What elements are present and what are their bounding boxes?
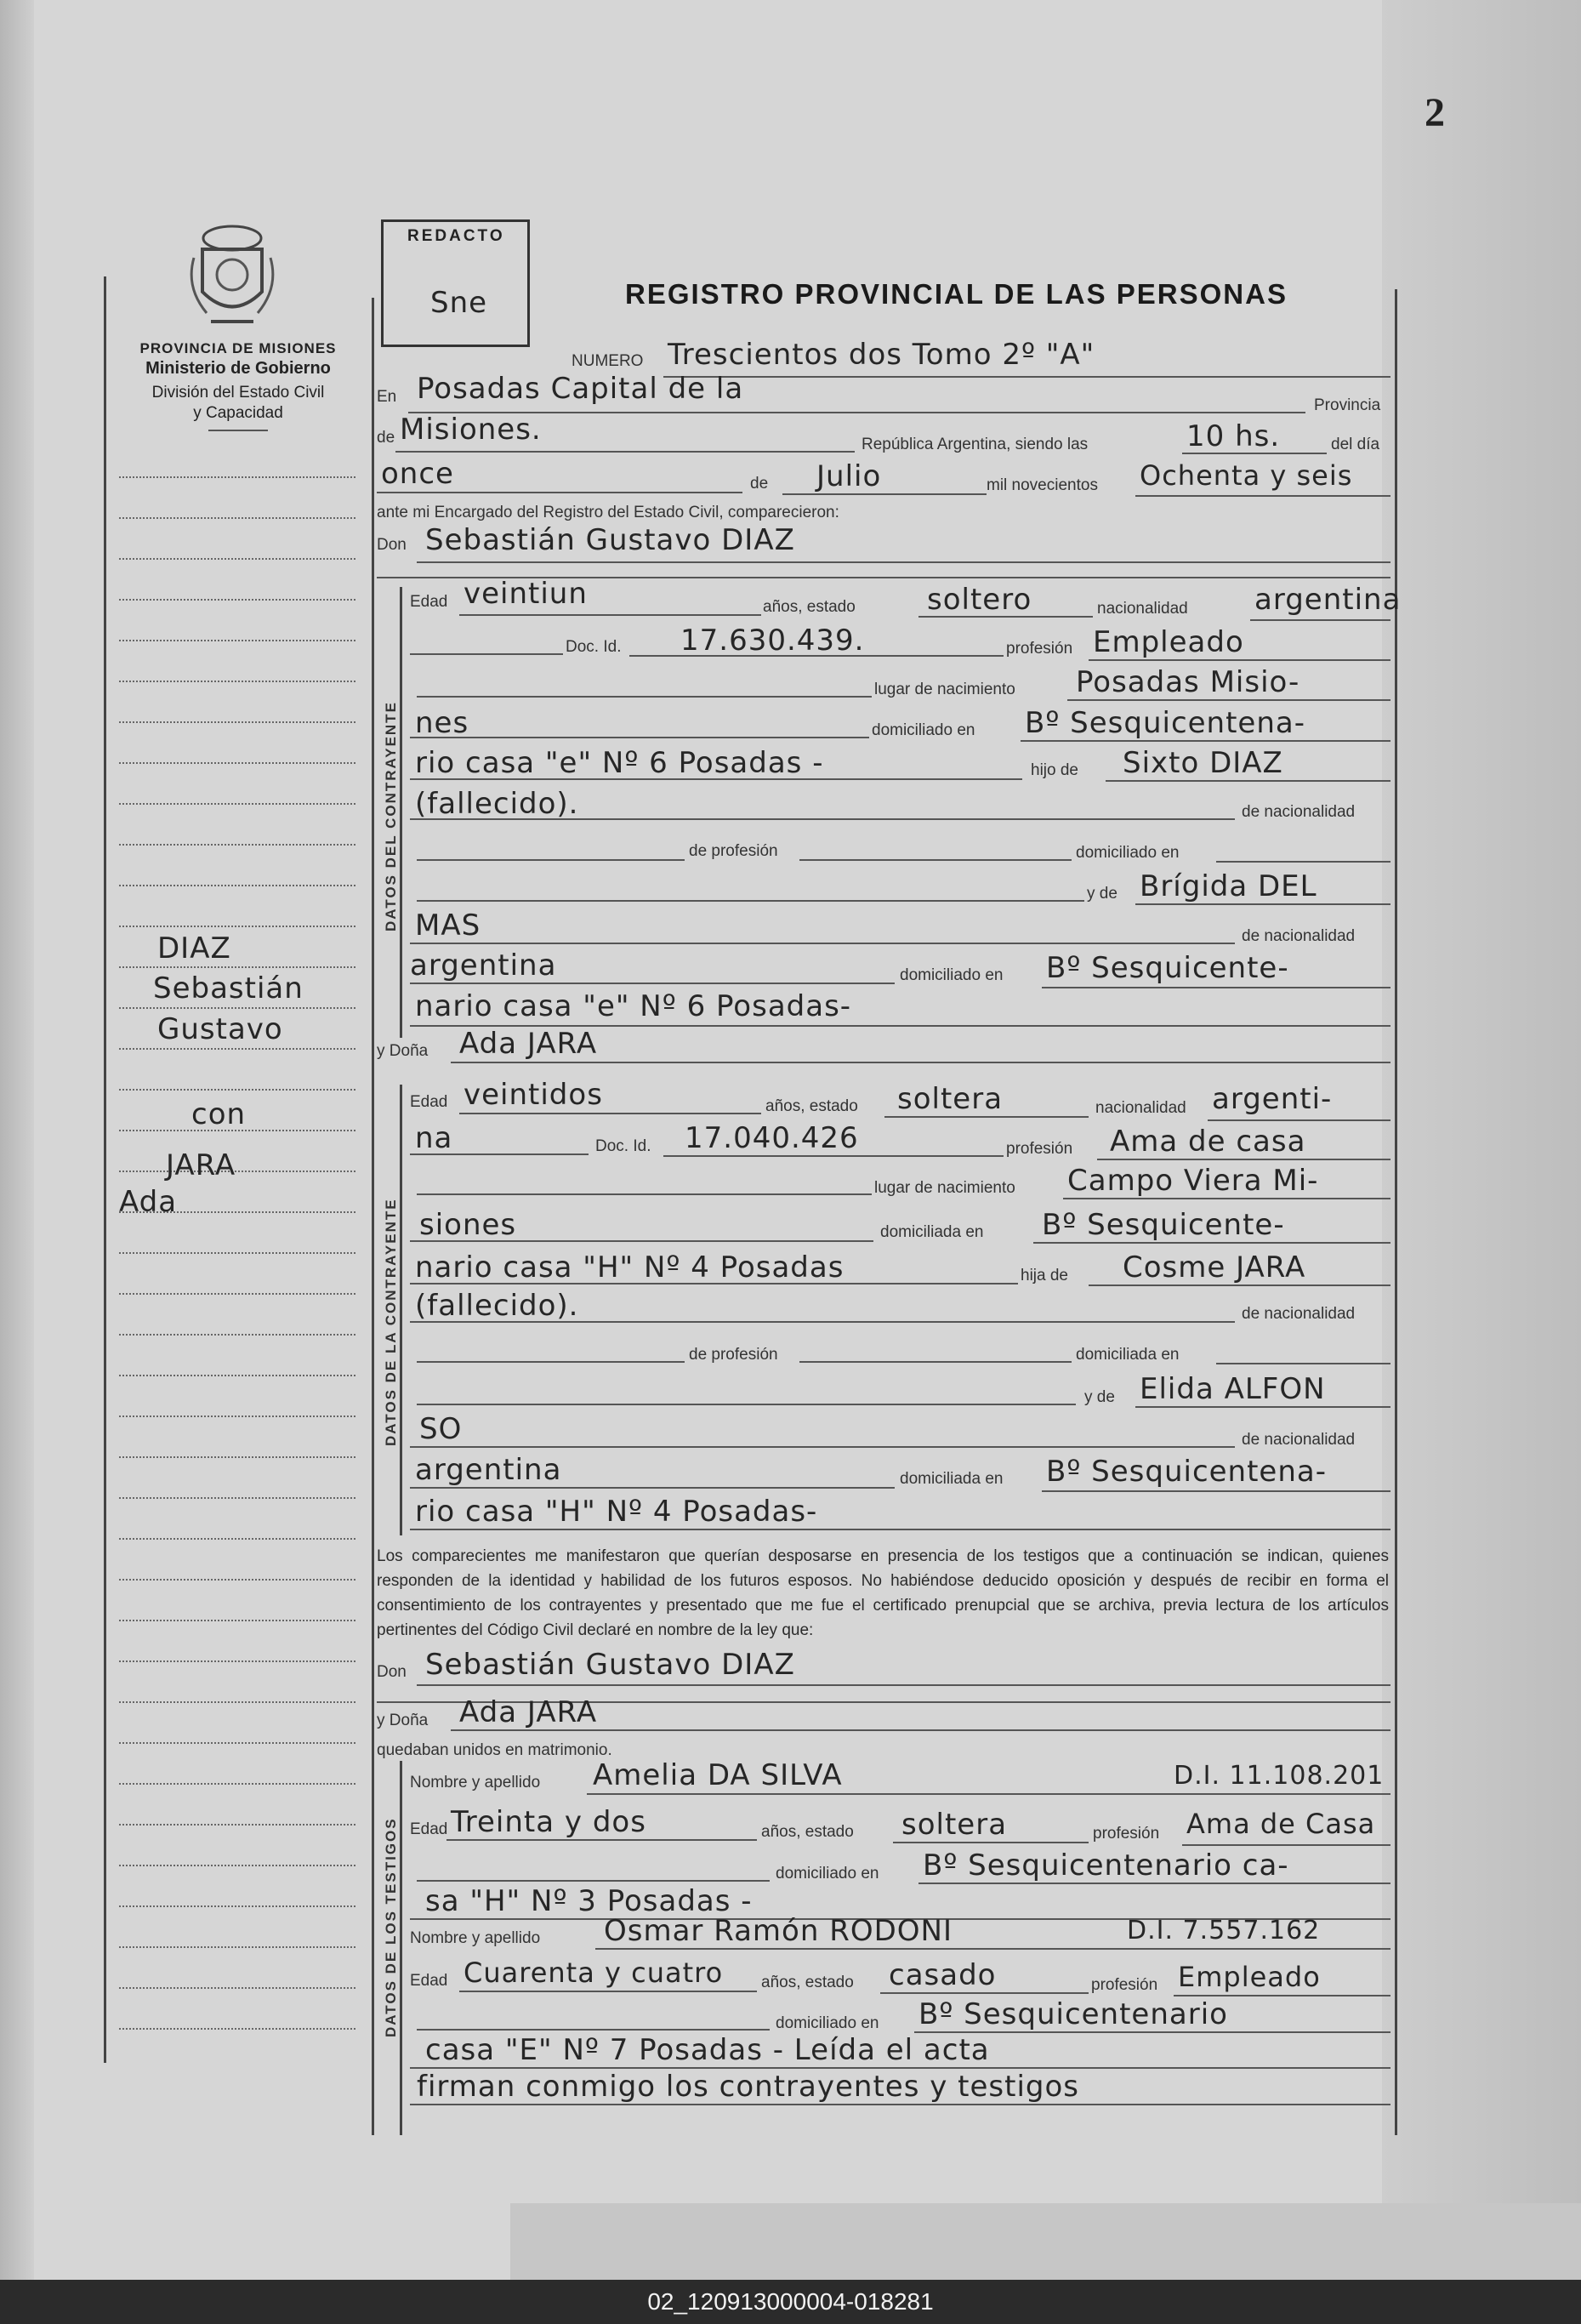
madre-nac-value: argentina — [410, 948, 557, 983]
rule — [1216, 861, 1390, 863]
redacto-initials: Sne — [430, 286, 488, 320]
doc-value: 17.630.439. — [680, 624, 865, 658]
rule — [663, 1155, 1004, 1157]
madre-domicilio-value: Bº Sesquicente- — [1046, 951, 1289, 985]
margin-name-2: Gustavo — [157, 1012, 283, 1046]
margin-rule — [119, 803, 355, 805]
padre-extra: (fallecido). — [415, 1289, 579, 1323]
de-nacionalidad-label: de nacionalidad — [1242, 1305, 1356, 1323]
margin-rule — [119, 926, 355, 927]
page-edge — [1382, 0, 1581, 2280]
edad-label: Edad — [410, 1093, 448, 1111]
t1-anos-label: años, estado — [761, 1823, 854, 1841]
rule — [1182, 1844, 1390, 1846]
declaration-paragraph: Los comparecientes me manifestaron que querían desposarse en presencia de los testigos que a continuación se indican, quienes responden de la identidad y habilidad de los futuros esposos. No habiéndose deducido oposición y después de recibir en forma el consentimiento de los contrayentes y presentado que me fue el certificado prenupcial que se archiva, previa lectura de los artículos pertinentes del Código Civil declaré en nombre de la ley que: — [377, 1547, 1389, 1639]
ministry-label: Ministerio de Gobierno — [145, 359, 331, 378]
margin-rule — [119, 1007, 355, 1009]
rule — [417, 696, 872, 698]
don-value: Sebastián Gustavo DIAZ — [425, 523, 795, 557]
rule — [1067, 699, 1390, 701]
section-bracket — [400, 1085, 402, 1535]
rule — [410, 1487, 895, 1489]
rule — [1021, 740, 1390, 742]
profesion-label: profesión — [1006, 1140, 1073, 1158]
anio-value: Ochenta y seis — [1140, 459, 1353, 492]
book-spine — [0, 0, 34, 2280]
rule — [663, 376, 1390, 378]
rule — [410, 1153, 589, 1155]
frame-right-line — [1395, 289, 1397, 2135]
rule — [1174, 1793, 1390, 1795]
margin-rule — [119, 1905, 355, 1907]
redacto-box — [381, 219, 530, 347]
t1-domicilio-label: domiciliado en — [776, 1865, 879, 1883]
rule — [417, 1684, 1390, 1686]
rule — [595, 1948, 1127, 1950]
issuer-block — [102, 340, 374, 431]
y-de-label: y de — [1087, 885, 1118, 903]
nacionalidad-value: argenti- — [1212, 1082, 1333, 1116]
rule — [1208, 1119, 1390, 1121]
margin-rule — [119, 1660, 355, 1662]
domiciliada-en-label: domiciliada en — [1076, 1346, 1180, 1364]
t2-nombre-label: Nombre y apellido — [410, 1929, 541, 1947]
closing-line: firman conmigo los contrayentes y testigos — [417, 2070, 1079, 2104]
t2-profesion-label: profesión — [1091, 1976, 1158, 1994]
doc-label: Doc. Id. — [566, 638, 622, 656]
footer-file-id: 02_120913000004-018281 — [0, 2280, 1581, 2324]
domicilio-label: domiciliado en — [872, 721, 975, 739]
doc-value: 17.040.426 — [685, 1121, 859, 1155]
madre-value-2: SO — [419, 1412, 463, 1446]
provincia-value: Misiones. — [400, 413, 542, 447]
margin-rule — [119, 1701, 355, 1703]
rule — [377, 492, 742, 493]
madre-nac-value: argentina — [415, 1453, 562, 1487]
t1-di-value: D.I. 11.108.201 — [1174, 1761, 1385, 1791]
padre-value: Cosme JARA — [1123, 1250, 1306, 1284]
dona-label: y Doña — [377, 1712, 429, 1729]
lugar-nac-label: lugar de nacimiento — [874, 681, 1015, 698]
madre-value: Elida ALFON — [1140, 1372, 1326, 1406]
rule — [1042, 987, 1390, 988]
coat-of-arms-icon — [185, 219, 279, 330]
numero-label: NUMERO — [572, 352, 644, 370]
madre-domicilio-value: Bº Sesquicentena- — [1046, 1455, 1328, 1489]
numero-value: Trescientos dos Tomo 2º "A" — [668, 338, 1095, 372]
t1-profesion-label: profesión — [1093, 1825, 1160, 1843]
margin-rule — [119, 640, 355, 641]
t2-anos-label: años, estado — [761, 1974, 854, 1991]
profesion-value: Empleado — [1093, 625, 1244, 659]
edad-value: veintiun — [463, 577, 588, 611]
y-de-label: y de — [1084, 1388, 1115, 1406]
dona-value: Ada JARA — [459, 1027, 598, 1061]
de-label: de — [377, 429, 395, 447]
rule — [410, 983, 895, 984]
rule — [410, 943, 1235, 944]
margin-rule — [119, 476, 355, 478]
rule — [410, 818, 1235, 820]
rule — [1097, 1159, 1390, 1160]
rule — [410, 1529, 1390, 1530]
madre-domicilio-label: domiciliado en — [900, 966, 1004, 984]
dona-value: Ada JARA — [459, 1695, 598, 1729]
padre-extra: (fallecido). — [415, 787, 579, 821]
domicilio-label: domiciliada en — [880, 1223, 984, 1241]
rule — [417, 1193, 872, 1195]
margin-rule — [119, 599, 355, 601]
margin-rule — [119, 966, 355, 968]
margin-rule — [119, 1252, 355, 1254]
rule — [782, 493, 987, 495]
madre-domicilio-label: domiciliada en — [900, 1470, 1004, 1488]
margin-rule — [119, 681, 355, 682]
nacionalidad-value: argentina — [1254, 583, 1402, 617]
rule — [799, 1361, 1072, 1363]
edad-value: veintidos — [463, 1078, 603, 1112]
rule — [417, 1880, 770, 1882]
edad-label: Edad — [410, 593, 448, 611]
contrayente-section-label: DATOS DEL CONTRAYENTE — [383, 701, 399, 931]
rule — [417, 859, 685, 861]
rule — [451, 1729, 1390, 1731]
rule — [918, 616, 1093, 618]
margin-rule — [119, 721, 355, 723]
ante-label: ante mi Encargado del Registro del Estado Civil, comparecieron: — [377, 504, 839, 521]
madre-nac-label: de nacionalidad — [1242, 927, 1356, 945]
margin-rule — [119, 1089, 355, 1091]
margin-rule — [119, 1987, 355, 1989]
frame-left-line — [372, 298, 374, 2135]
margin-rule — [119, 1415, 355, 1417]
margin-rule — [119, 1334, 355, 1336]
madre-value: Brígida DEL — [1140, 869, 1317, 903]
rule — [1216, 1363, 1390, 1364]
division-label: División del Estado Civil — [151, 384, 325, 402]
rule — [1135, 495, 1390, 497]
rule — [1063, 1198, 1390, 1199]
nacionalidad-label: nacionalidad — [1097, 600, 1188, 618]
rule — [410, 653, 563, 655]
margin-rule — [119, 1865, 355, 1866]
t1-edad-value: Treinta y dos — [451, 1805, 646, 1839]
rule — [459, 614, 761, 616]
rule — [799, 859, 1072, 861]
rule — [918, 1883, 1390, 1884]
de2-label: de — [750, 475, 769, 493]
hora-value: 10 hs. — [1186, 419, 1281, 453]
estado-value: soltero — [927, 583, 1032, 617]
rule — [410, 778, 1022, 780]
testigos-section-label: DATOS DE LOS TESTIGOS — [383, 1817, 399, 2037]
rule — [587, 1793, 1174, 1795]
margin-rule — [119, 1579, 355, 1581]
de-profesion-label: de profesión — [689, 842, 778, 860]
domicilio-value: Bº Sesquicentena- — [1025, 706, 1306, 740]
lugar-value: Posadas Capital de la — [417, 372, 744, 406]
rule — [410, 1240, 873, 1242]
t2-edad-value: Cuarenta y cuatro — [463, 1957, 724, 1989]
rule — [893, 1842, 1089, 1843]
margin-rule — [119, 1497, 355, 1499]
rule — [1106, 780, 1390, 782]
rule — [629, 655, 1004, 657]
rule — [410, 2104, 1390, 2105]
rule — [1135, 1406, 1390, 1408]
margin-rule — [119, 1742, 355, 1744]
margin-rule — [119, 1456, 355, 1458]
contrayente-f-section-label: DATOS DE LA CONTRAYENTE — [383, 1198, 399, 1446]
lugar-nac-value-2: siones — [419, 1208, 517, 1242]
de-profesion-label: de profesión — [689, 1346, 778, 1364]
rule — [417, 561, 1390, 563]
margin-rule — [119, 762, 355, 764]
rule — [884, 1116, 1089, 1118]
padre-value: Sixto DIAZ — [1123, 746, 1283, 780]
margin-rule — [119, 844, 355, 846]
margin-rule — [119, 1293, 355, 1295]
lugar-nac-label: lugar de nacimiento — [874, 1179, 1015, 1197]
t2-nombre-value: Osmar Ramón RODONI — [604, 1914, 953, 1948]
rule — [417, 2029, 770, 2031]
rule — [410, 1321, 1235, 1323]
margin-name-1: Sebastián — [153, 971, 304, 1005]
t2-domicilio-value: Bº Sesquicentenario — [918, 1997, 1228, 2031]
margin-name-3: Ada — [119, 1185, 178, 1219]
domicilio-value-2: rio casa "e" Nº 6 Posadas - — [415, 746, 824, 780]
rule — [417, 1404, 1076, 1405]
margin-rule — [119, 1783, 355, 1785]
rule — [1127, 1948, 1390, 1950]
rule — [1250, 619, 1390, 621]
hija-de-label: hija de — [1021, 1267, 1068, 1284]
domiciliado-en-label: domiciliado en — [1076, 844, 1180, 862]
mil-label: mil novecientos — [987, 476, 1098, 494]
lugar-nac-value-2: nes — [415, 706, 469, 740]
margin-column-rule — [104, 276, 106, 2063]
nacionalidad-label: nacionalidad — [1095, 1099, 1186, 1117]
rule — [446, 1839, 757, 1841]
margin-surname: DIAZ — [157, 931, 231, 965]
rule — [1174, 1995, 1390, 1996]
don-label: Don — [377, 536, 407, 554]
margin-rule — [119, 1620, 355, 1621]
margin-rule — [119, 1375, 355, 1376]
madre-nac-label: de nacionalidad — [1242, 1431, 1356, 1449]
rule — [410, 737, 869, 738]
margin-rule — [119, 1538, 355, 1540]
rule — [459, 1991, 757, 1992]
rule — [1089, 1284, 1390, 1286]
rule — [417, 1361, 685, 1363]
rule — [395, 451, 855, 453]
anos-estado-label: años, estado — [763, 598, 856, 616]
republica-label: República Argentina, siendo las — [862, 436, 1089, 453]
margin-rule — [119, 885, 355, 886]
madre-domicilio-value-2: nario casa "e" Nº 6 Posadas- — [415, 989, 852, 1023]
t2-edad-label: Edad — [410, 1972, 448, 1990]
rule — [408, 412, 1305, 413]
don-value: Sebastián Gustavo DIAZ — [425, 1648, 795, 1682]
rule — [410, 2067, 1390, 2069]
t1-nombre-label: Nombre y apellido — [410, 1774, 541, 1791]
document-title: REGISTRO PROVINCIAL DE LAS PERSONAS — [625, 278, 1288, 310]
t2-domicilio-label: domiciliado en — [776, 2014, 879, 2032]
page-bottom-edge — [510, 2203, 1581, 2280]
rule — [1089, 659, 1390, 661]
section-bracket — [400, 587, 402, 1038]
doc-label: Doc. Id. — [595, 1137, 651, 1155]
en-label: En — [377, 388, 397, 406]
mes-value: Julio — [816, 459, 882, 493]
madre-domicilio-value-2: rio casa "H" Nº 4 Posadas- — [415, 1495, 818, 1529]
domicilio-value: Bº Sesquicente- — [1042, 1208, 1285, 1242]
profesion-value: Ama de casa — [1110, 1125, 1306, 1159]
dia-value: once — [381, 457, 454, 491]
rule — [451, 1062, 1390, 1063]
margin-rule — [119, 517, 355, 519]
margin-rule — [119, 1048, 355, 1050]
margin-rule — [119, 1946, 355, 1948]
t1-nombre-value: Amelia DA SILVA — [593, 1758, 843, 1792]
divider — [208, 430, 268, 431]
rule — [1135, 903, 1390, 905]
provincia-label: Provincia — [1314, 396, 1381, 414]
profesion-label: profesión — [1006, 640, 1073, 658]
quedaban-label: quedaban unidos en matrimonio. — [377, 1741, 612, 1759]
rule — [1042, 1490, 1390, 1492]
margin-rule — [119, 2028, 355, 2030]
margin-surname-2: JARA — [166, 1148, 236, 1182]
rule — [410, 1446, 1235, 1448]
margin-con: con — [191, 1097, 247, 1131]
t2-estado-value: casado — [889, 1958, 997, 1992]
del-dia-label: del día — [1331, 436, 1380, 453]
t1-edad-label: Edad — [410, 1820, 448, 1838]
de-nacionalidad-label: de nacionalidad — [1242, 803, 1356, 821]
t1-domicilio-value-2: sa "H" Nº 3 Posadas - — [425, 1884, 753, 1918]
rule — [880, 1992, 1089, 1994]
rule — [410, 1283, 1018, 1284]
rule — [1033, 1242, 1390, 1244]
madre-value-2: MAS — [415, 909, 481, 943]
t1-profesion-value: Ama de Casa — [1186, 1808, 1376, 1840]
lugar-nac-value: Posadas Misio- — [1076, 665, 1300, 699]
t1-estado-value: soltera — [901, 1808, 1008, 1842]
domicilio-value-2: nario casa "H" Nº 4 Posadas — [415, 1250, 845, 1284]
nacionalidad-value-2: na — [415, 1121, 453, 1155]
redacto-label: REDACTO — [407, 227, 505, 245]
division-label-2: y Capacidad — [193, 404, 283, 422]
hijo-de-label: hijo de — [1031, 761, 1078, 779]
margin-rule — [119, 1171, 355, 1172]
margin-rule — [119, 558, 355, 560]
t1-domicilio-value: Bº Sesquicentenario ca- — [923, 1848, 1289, 1883]
estado-value: soltera — [897, 1082, 1004, 1116]
lugar-nac-value: Campo Viera Mi- — [1067, 1164, 1319, 1198]
section-bracket — [400, 1761, 402, 2135]
t2-di-value: D.I. 7.557.162 — [1127, 1916, 1321, 1945]
province-label: PROVINCIA DE MISIONES — [139, 340, 337, 356]
don-label: Don — [377, 1663, 407, 1681]
rule — [1182, 453, 1327, 454]
page-number: 2 — [1425, 90, 1445, 135]
t2-domicilio-value-2: casa "E" Nº 7 Posadas - Leída el acta — [425, 2033, 990, 2067]
dona-label: y Doña — [377, 1042, 429, 1060]
t2-profesion-value: Empleado — [1178, 1961, 1321, 1993]
margin-rule — [119, 1824, 355, 1826]
anos-estado-label: años, estado — [765, 1097, 858, 1115]
rule — [417, 900, 1084, 902]
rule — [459, 1113, 761, 1114]
